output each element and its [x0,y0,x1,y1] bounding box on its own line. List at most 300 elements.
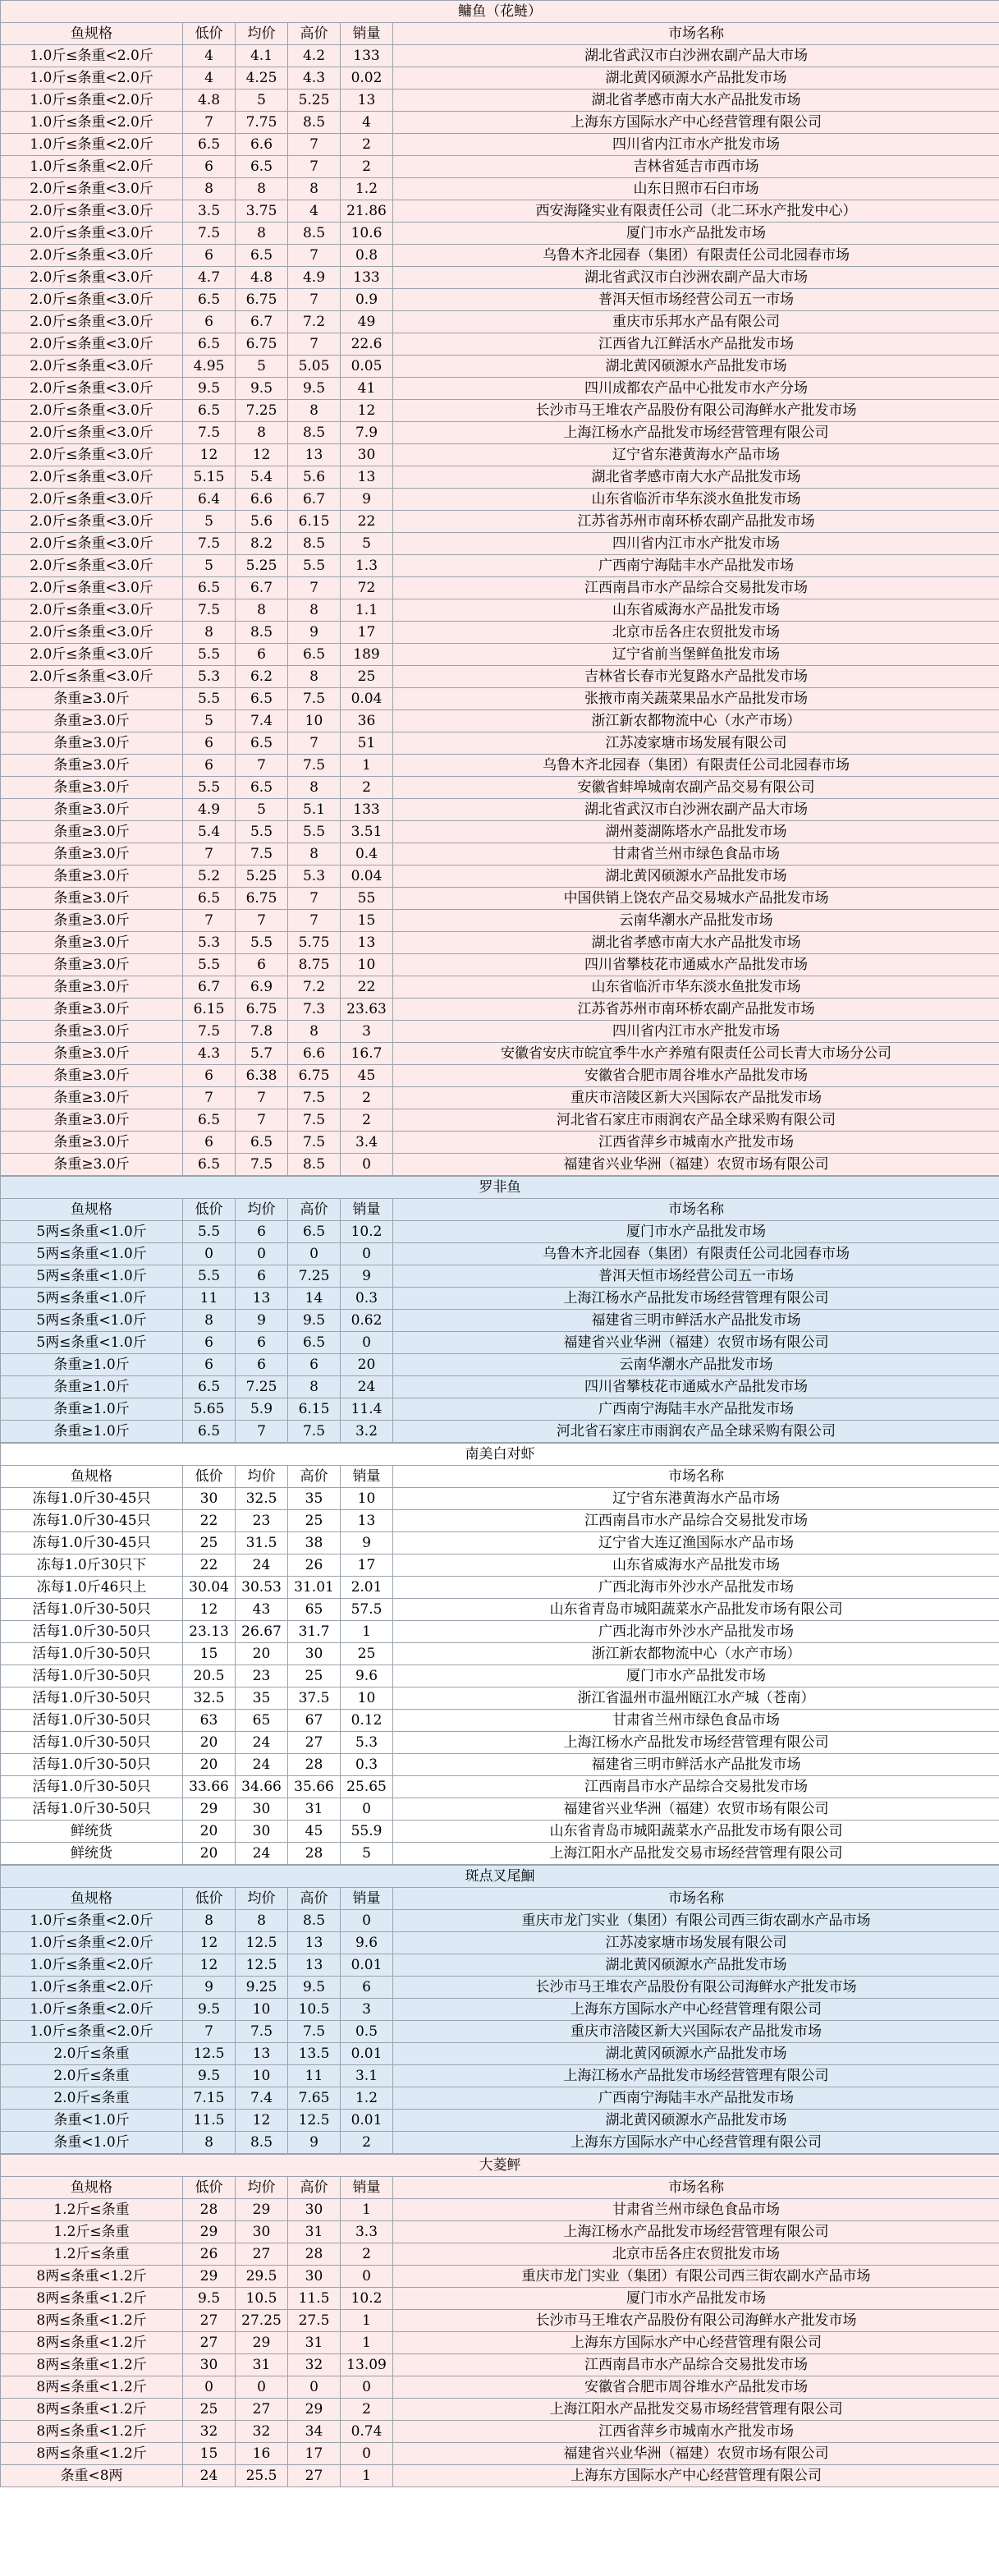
table-row [1,1843,999,1865]
table-cell: 24 [236,1732,288,1754]
table-row [1,755,999,777]
table-cell: 38 [288,1532,341,1554]
table-cell: 3 [341,1021,393,1043]
table-cell: 6.5 [236,777,288,799]
section-title-row [1,1866,999,1888]
table-cell: 福建省兴业华洲（福建）农贸市场有限公司 [393,1332,999,1354]
table-cell: 2 [341,1087,393,1109]
table-cell: 7 [236,910,288,932]
table-row [1,1043,999,1065]
table-row [1,2421,999,2443]
table-cell: 2.0斤≤条重<3.0斤 [1,200,183,223]
table-row [1,1332,999,1354]
table-cell: 5 [183,710,236,732]
table-cell: 0.9 [341,289,393,311]
table-cell: 3.5 [183,200,236,223]
table-cell: 7.5 [288,1087,341,1109]
table-cell: 7 [236,755,288,777]
table-cell: 1.0斤≤条重<2.0斤 [1,1954,183,1977]
table-cell: 1.0斤≤条重<2.0斤 [1,90,183,112]
column-header: 销量 [341,1199,393,1221]
column-header: 高价 [288,23,341,45]
table-cell: 55 [341,888,393,910]
table-cell: 辽宁省前当堡鲜鱼批发市场 [393,644,999,666]
table-cell: 0 [341,2266,393,2288]
table-cell: 31.01 [288,1577,341,1599]
table-cell: 2 [341,156,393,178]
table-cell: 6.5 [288,1332,341,1354]
table-cell: 7 [288,732,341,755]
table-cell: 8.75 [288,954,341,976]
table-row [1,1421,999,1443]
table-cell: 13 [341,1510,393,1532]
table-cell: 冻每1.0斤46只上 [1,1577,183,1599]
table-cell: 6.5 [236,732,288,755]
table-cell: 冻每1.0斤30-45只 [1,1510,183,1532]
table-cell: 0.3 [341,1754,393,1776]
table-cell: 8 [288,666,341,688]
table-cell: 7 [183,112,236,134]
table-cell: 6.5 [236,1132,288,1154]
table-cell: 活每1.0斤30-50只 [1,1665,183,1687]
table-cell: 条重≥3.0斤 [1,932,183,954]
table-cell: 8两≤条重<1.2斤 [1,2288,183,2310]
table-cell: 0.74 [341,2421,393,2443]
table-cell: 河北省石家庄市雨润农产品全球采购有限公司 [393,1421,999,1443]
table-cell: 安徽省合肥市周谷堆水产品批发市场 [393,2376,999,2399]
table-cell: 6.5 [183,1376,236,1398]
section-title: 南美白对虾 [1,1444,999,1466]
table-cell: 5 [341,533,393,555]
table-cell: 20 [236,1643,288,1665]
table-cell: 55.9 [341,1821,393,1843]
table-cell: 山东省青岛市城阳蔬菜水产品批发市场有限公司 [393,1821,999,1843]
table-cell: 11 [183,1288,236,1310]
table-cell: 27.5 [288,2310,341,2332]
table-cell: 长沙市马王堆农产品股份有限公司海鲜水产批发市场 [393,1977,999,1999]
table-cell: 6.75 [288,1065,341,1087]
column-header: 高价 [288,1199,341,1221]
table-row [1,1221,999,1243]
table-cell: 5.1 [288,799,341,821]
table-cell: 6.5 [288,644,341,666]
table-row [1,134,999,156]
table-cell: 0.04 [341,688,393,710]
table-cell: 6 [183,156,236,178]
table-cell: 辽宁省东港黄海水产品市场 [393,444,999,466]
table-cell: 条重≥3.0斤 [1,910,183,932]
table-cell: 10 [236,2065,288,2087]
table-cell: 4.3 [183,1043,236,1065]
table-cell: 12 [183,1599,236,1621]
table-cell: 吉林省延吉市西市场 [393,156,999,178]
table-cell: 1.0斤≤条重<2.0斤 [1,2021,183,2043]
table-cell: 27 [183,2310,236,2332]
table-cell: 6.5 [183,1109,236,1132]
table-cell: 上海东方国际水产中心经营管理有限公司 [393,2132,999,2154]
table-cell: 5.9 [236,1398,288,1421]
table-cell: 条重≥3.0斤 [1,1043,183,1065]
table-cell: 5.7 [236,1043,288,1065]
table-row [1,954,999,976]
table-cell: 15 [183,1643,236,1665]
table-cell: 23 [236,1510,288,1532]
table-cell: 2 [341,2132,393,2154]
table-cell: 27 [236,2243,288,2266]
table-cell: 2 [341,2399,393,2421]
table-row [1,1732,999,1754]
table-cell: 8 [183,2132,236,2154]
table-cell: 16 [236,2443,288,2465]
table-cell: 9 [183,1977,236,1999]
table-row [1,1376,999,1398]
table-cell: 0.12 [341,1710,393,1732]
table-cell: 6 [341,1977,393,1999]
table-cell: 29.5 [236,2266,288,2288]
table-cell: 0.05 [341,356,393,378]
table-cell: 10.5 [288,1999,341,2021]
table-cell: 29 [288,2399,341,2421]
table-cell: 12 [183,444,236,466]
table-cell: 7 [236,1421,288,1443]
table-cell: 2.0斤≤条重<3.0斤 [1,400,183,422]
table-cell: 7.25 [288,1265,341,1288]
table-cell: 条重≥3.0斤 [1,1109,183,1132]
table-cell: 25 [288,1665,341,1687]
table-cell: 7.5 [288,1109,341,1132]
table-cell: 1 [341,2310,393,2332]
table-cell: 6.5 [183,400,236,422]
table-cell: 7.2 [288,976,341,999]
table-cell: 16.7 [341,1043,393,1065]
table-cell: 条重≥3.0斤 [1,688,183,710]
table-cell: 24 [236,1843,288,1865]
table-cell: 20 [183,1821,236,1843]
table-cell: 8 [288,1021,341,1043]
table-cell: 1.0斤≤条重<2.0斤 [1,1977,183,1999]
table-cell: 福建省兴业华洲（福建）农贸市场有限公司 [393,1154,999,1176]
table-row [1,1065,999,1087]
table-cell: 5.65 [183,1398,236,1421]
table-cell: 江西南昌市水产品综合交易批发市场 [393,1776,999,1798]
column-header: 均价 [236,1466,288,1488]
table-cell: 2 [341,777,393,799]
column-header: 低价 [183,2177,236,2199]
table-cell: 7.75 [236,112,288,134]
section-title-row [1,1,999,23]
column-header: 高价 [288,2177,341,2199]
table-cell: 3 [341,1999,393,2021]
table-cell: 0 [183,2376,236,2399]
table-row [1,821,999,843]
table-cell: 6.15 [288,511,341,533]
column-header: 均价 [236,23,288,45]
table-row [1,200,999,223]
table-cell: 江西南昌市水产品综合交易批发市场 [393,577,999,599]
table-cell: 甘肃省兰州市绿色食品市场 [393,843,999,866]
table-cell: 条重≥3.0斤 [1,732,183,755]
table-cell: 31 [236,2354,288,2376]
table-cell: 0.01 [341,2043,393,2065]
table-cell: 30.04 [183,1577,236,1599]
table-row [1,1977,999,1999]
table-cell: 中国供销上饶农产品交易城水产品批发市场 [393,888,999,910]
column-header: 均价 [236,1888,288,1910]
table-cell: 广西北海市外沙水产品批发市场 [393,1621,999,1643]
table-cell: 0 [341,2443,393,2465]
table-cell: 20 [183,1754,236,1776]
table-cell: 2.0斤≤条重 [1,2065,183,2087]
table-row [1,1265,999,1288]
table-cell: 10 [341,1687,393,1710]
table-cell: 27 [183,2332,236,2354]
table-row [1,2021,999,2043]
table-cell: 7.5 [236,2021,288,2043]
table-cell: 厦门市水产品批发市场 [393,223,999,245]
table-row [1,1665,999,1687]
table-cell: 5.3 [183,666,236,688]
table-cell: 4.2 [288,45,341,67]
table-cell: 上海江阳水产品批发交易市场经营管理有限公司 [393,1843,999,1865]
table-row [1,1288,999,1310]
table-row [1,178,999,200]
table-cell: 25 [288,1510,341,1532]
table-cell: 25.5 [236,2465,288,2487]
table-cell: 25 [183,2399,236,2421]
table-cell: 6.7 [288,489,341,511]
table-cell: 8 [236,599,288,622]
table-cell: 6.5 [183,1154,236,1176]
table-cell: 6.75 [236,289,288,311]
table-cell: 30 [341,444,393,466]
table-cell: 9 [341,1532,393,1554]
table-cell: 4.8 [183,90,236,112]
table-cell: 4.25 [236,67,288,90]
table-cell: 条重≥3.0斤 [1,954,183,976]
table-row [1,1021,999,1043]
table-cell: 8 [236,1910,288,1932]
table-cell: 6.6 [236,134,288,156]
table-cell: 1.2 [341,178,393,200]
table-cell: 12.5 [183,2043,236,2065]
table-cell: 32 [236,2421,288,2443]
table-cell: 32 [288,2354,341,2376]
table-cell: 江西南昌市水产品综合交易批发市场 [393,2354,999,2376]
table-cell: 0 [341,1798,393,1821]
table-row [1,2443,999,2465]
table-cell: 10.2 [341,2288,393,2310]
table-cell: 浙江新农都物流中心（水产市场） [393,1643,999,1665]
table-cell: 30 [288,1643,341,1665]
table-cell: 6 [236,1221,288,1243]
table-cell: 条重≥1.0斤 [1,1421,183,1443]
table-cell: 福建省三明市鲜活水产品批发市场 [393,1310,999,1332]
table-cell: 65 [288,1599,341,1621]
table-row [1,688,999,710]
table-cell: 4.9 [183,799,236,821]
table-cell: 活每1.0斤30-50只 [1,1732,183,1754]
table-cell: 7.8 [236,1021,288,1043]
table-cell: 10 [341,1488,393,1510]
table-cell: 8.5 [288,1910,341,1932]
table-cell: 6.5 [183,888,236,910]
table-row [1,444,999,466]
table-cell: 6 [183,1065,236,1087]
table-cell: 1 [341,2465,393,2487]
column-header: 低价 [183,23,236,45]
table-cell: 2.0斤≤条重<3.0斤 [1,444,183,466]
table-cell: 6.5 [236,688,288,710]
table-cell: 6 [183,1332,236,1354]
table-cell: 4.1 [236,45,288,67]
table-cell: 29 [183,2221,236,2243]
table-cell: 广西南宁海陆丰水产品批发市场 [393,1398,999,1421]
table-cell: 山东省青岛市城阳蔬菜水产品批发市场有限公司 [393,1599,999,1621]
table-row [1,378,999,400]
table-cell: 6.2 [236,666,288,688]
table-row [1,555,999,577]
table-cell: 30 [288,2199,341,2221]
table-cell: 甘肃省兰州市绿色食品市场 [393,1710,999,1732]
table-cell: 8.5 [288,1154,341,1176]
table-row [1,2199,999,2221]
table-cell: 山东省临沂市华东淡水鱼批发市场 [393,489,999,511]
table-cell: 鲜统货 [1,1821,183,1843]
table-cell: 13 [288,1932,341,1954]
table-cell: 4 [183,67,236,90]
table-cell: 45 [341,1065,393,1087]
table-cell: 0 [288,2376,341,2399]
table-cell: 1.2斤≤条重 [1,2221,183,2243]
table-cell: 甘肃省兰州市绿色食品市场 [393,2199,999,2221]
table-cell: 8.5 [236,622,288,644]
table-cell: 13 [288,444,341,466]
table-cell: 5.5 [183,1265,236,1288]
table-row [1,1554,999,1577]
table-cell: 6.7 [236,577,288,599]
table-cell: 0.8 [341,245,393,267]
table-row [1,2399,999,2421]
table-row [1,245,999,267]
table-cell: 辽宁省东港黄海水产品市场 [393,1488,999,1510]
table-cell: 7.5 [183,223,236,245]
table-cell: 10 [236,1999,288,2021]
table-row [1,1243,999,1265]
table-row [1,2288,999,2310]
table-cell: 江苏省苏州市南环桥农副产品批发市场 [393,511,999,533]
table-cell: 3.3 [341,2221,393,2243]
table-cell: 0 [341,1910,393,1932]
table-cell: 冻每1.0斤30只下 [1,1554,183,1577]
table-cell: 6.7 [236,311,288,333]
table-cell: 24 [183,2465,236,2487]
header-row [1,1199,999,1221]
column-header: 均价 [236,1199,288,1221]
section-table [0,2154,999,2487]
table-row [1,1798,999,1821]
table-cell: 12.5 [236,1954,288,1977]
table-cell: 活每1.0斤30-50只 [1,1798,183,1821]
table-cell: 7 [288,245,341,267]
table-cell: 4.95 [183,356,236,378]
table-cell: 重庆市龙门实业（集团）有限公司西三街农副水产品市场 [393,1910,999,1932]
table-cell: 1.2斤≤条重 [1,2199,183,2221]
table-cell: 11 [288,2065,341,2087]
table-cell: 2.0斤≤条重<3.0斤 [1,422,183,444]
table-cell: 8.5 [288,223,341,245]
table-cell: 49 [341,311,393,333]
table-cell: 32.5 [183,1687,236,1710]
table-cell: 西安海隆实业有限责任公司（北二环水产批发中心） [393,200,999,223]
table-cell: 2.0斤≤条重<3.0斤 [1,356,183,378]
column-header: 高价 [288,1888,341,1910]
table-cell: 1 [341,755,393,777]
table-row [1,2310,999,2332]
table-cell: 8.5 [236,2132,288,2154]
table-cell: 7.5 [183,533,236,555]
table-row [1,90,999,112]
table-cell: 1.0斤≤条重<2.0斤 [1,1999,183,2021]
table-cell: 活每1.0斤30-50只 [1,1599,183,1621]
table-cell: 条重≥3.0斤 [1,799,183,821]
table-cell: 条重≥3.0斤 [1,843,183,866]
table-cell: 1 [341,2332,393,2354]
table-cell: 普洱天恒市场经营公司五一市场 [393,289,999,311]
table-cell: 湖北黄冈硕源水产品批发市场 [393,2110,999,2132]
table-cell: 张掖市南关蔬菜果品水产品批发市场 [393,688,999,710]
table-cell: 2.0斤≤条重<3.0斤 [1,378,183,400]
table-cell: 上海江杨水产品批发市场经营管理有限公司 [393,1732,999,1754]
table-cell: 山东省临沂市华东淡水鱼批发市场 [393,976,999,999]
table-cell: 2.0斤≤条重 [1,2087,183,2110]
table-cell: 6 [183,245,236,267]
table-cell: 26 [288,1554,341,1577]
table-cell: 57.5 [341,1599,393,1621]
table-cell: 7 [236,1109,288,1132]
table-cell: 15 [341,910,393,932]
table-cell: 江苏凌家塘市场发展有限公司 [393,732,999,755]
table-cell: 8 [236,422,288,444]
table-row [1,843,999,866]
table-cell: 4.8 [236,267,288,289]
table-cell: 10.2 [341,1221,393,1243]
table-cell: 20.5 [183,1665,236,1687]
header-row [1,1888,999,1910]
table-cell: 6.5 [236,156,288,178]
table-cell: 8.2 [236,533,288,555]
header-row [1,2177,999,2199]
table-cell: 山东省威海水产品批发市场 [393,1554,999,1577]
table-cell: 5.5 [183,1221,236,1243]
table-row [1,1754,999,1776]
section-title-row [1,1177,999,1199]
table-cell: 上海江阳水产品批发交易市场经营管理有限公司 [393,2399,999,2421]
table-cell: 1.1 [341,599,393,622]
column-header: 市场名称 [393,1466,999,1488]
table-cell: 7.4 [236,2087,288,2110]
table-cell: 1.0斤≤条重<2.0斤 [1,1932,183,1954]
table-cell: 7 [288,577,341,599]
table-cell: 22 [341,511,393,533]
table-cell: 广西北海市外沙水产品批发市场 [393,1577,999,1599]
table-cell: 乌鲁木齐北园春（集团）有限责任公司北园春市场 [393,755,999,777]
table-cell: 条重≥3.0斤 [1,888,183,910]
column-header: 高价 [288,1466,341,1488]
table-cell: 0.01 [341,2110,393,2132]
table-cell: 7.25 [236,400,288,422]
table-cell: 北京市岳各庄农贸批发市场 [393,2243,999,2266]
table-cell: 上海江杨水产品批发市场经营管理有限公司 [393,2221,999,2243]
